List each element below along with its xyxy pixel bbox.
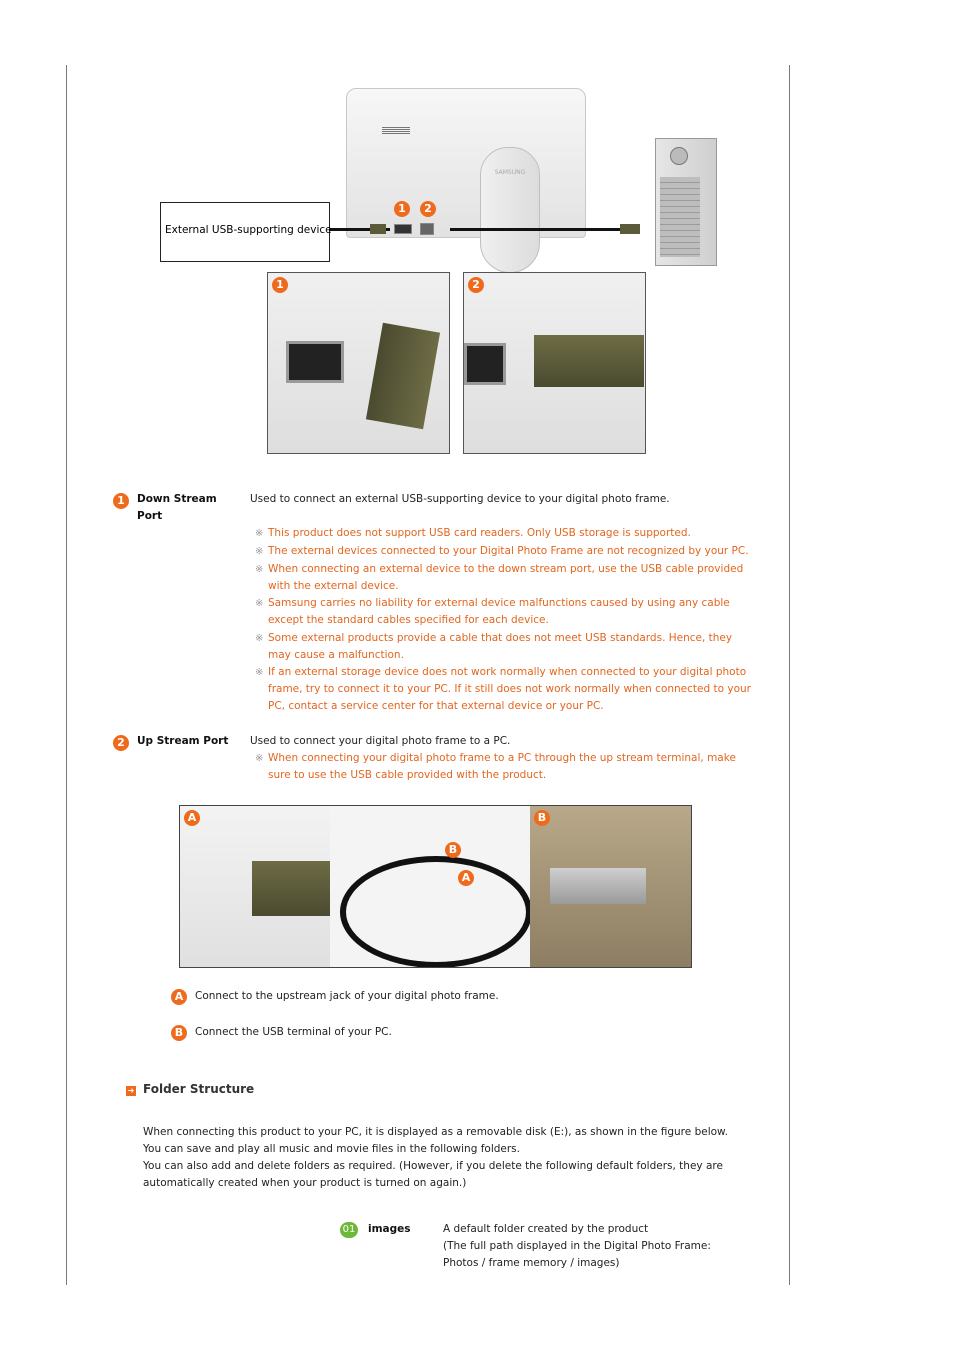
- note-text: Samsung carries no liability for external device malfunctions caused by using any cable except the standard cables specified for each device.: [268, 597, 730, 626]
- note-text: Some external products provide a cable that does not meet USB standards. Hence, they may cause a malfunction.: [268, 632, 733, 661]
- usb-socket-photo-2: [464, 343, 506, 385]
- note-mark: ※: [255, 528, 264, 539]
- folder-name-images: images: [368, 1223, 411, 1235]
- port1-note-3: [255, 561, 753, 595]
- port1-note-6: [255, 664, 758, 715]
- cable-item-b-text: Connect the USB terminal of your PC.: [195, 1026, 392, 1038]
- folder-description-line-1: A default folder created by the product: [443, 1223, 649, 1235]
- usb-a-plug-photo: [550, 868, 646, 904]
- cable-item-a-text: Connect to the upstream jack of your digital photo frame.: [195, 990, 499, 1002]
- port1-name: Down Stream Port: [137, 493, 217, 522]
- cable-item-b-badge: B: [171, 1025, 187, 1041]
- usb-plug-left: [370, 224, 386, 234]
- note-text: When connecting an external device to the down stream port, use the USB cable provided with the external device.: [268, 563, 744, 592]
- note-text: When connecting your digital photo frame to a PC through the up stream terminal, make sure to use the USB cable provided with the product.: [268, 752, 736, 781]
- detail-badge-2: 2: [468, 277, 484, 293]
- right-border: [789, 65, 790, 1285]
- external-device-box: [160, 202, 330, 262]
- detail-badge-1: 1: [272, 277, 288, 293]
- folder-paragraph-3: You can also add and delete folders as required. (However, if you delete the following default folders, they are automatically created when your product is turned on again.): [143, 1160, 723, 1189]
- usb-plug-right: [620, 224, 640, 234]
- photo-frame-back: [346, 88, 586, 238]
- usb-drive-photo: [366, 323, 440, 430]
- folder-badge-01: 01: [340, 1222, 358, 1238]
- usb-socket-photo: [286, 341, 344, 383]
- port-badge-1: 1: [394, 201, 410, 217]
- port1-note-5: [255, 630, 758, 664]
- frame-brand-label: SAMSUNG: [494, 169, 526, 176]
- note-text: If an external storage device does not work normally when connected to your digital photo frame, try to connect it to your PC. If it still does not work normally when connected to your PC, contact a service center for that external device or your PC.: [268, 666, 751, 712]
- usb-port-up: [420, 223, 434, 235]
- cable-item-a-badge: A: [171, 989, 187, 1005]
- frame-stand: [480, 147, 540, 273]
- port-badge-2: 2: [420, 201, 436, 217]
- folder-paragraph-2: You can save and play all music and movie files in the following folders.: [143, 1143, 520, 1155]
- usb-b-plug-photo-a: [252, 861, 330, 916]
- folder-paragraph-1: When connecting this product to your PC, it is displayed as a removable disk (E:), as shown in the figure below.: [143, 1126, 728, 1138]
- photo-badge-a-mid: A: [458, 870, 474, 886]
- port2-name: Up Stream Port: [137, 735, 229, 747]
- note-mark: ※: [255, 598, 264, 609]
- photo-badge-b-mid: B: [445, 842, 461, 858]
- port2-description: Used to connect your digital photo frame to a PC.: [250, 735, 511, 747]
- detail-photo-up-stream: [463, 272, 646, 454]
- note-mark: ※: [255, 633, 264, 644]
- connection-diagram: [150, 85, 730, 455]
- port1-description: Used to connect an external USB-supporting device to your digital photo frame.: [250, 493, 670, 505]
- note-mark: ※: [255, 564, 264, 575]
- port1-note-2: [255, 543, 763, 560]
- usb-port-down: [394, 224, 412, 234]
- cable-photo-a: [180, 806, 330, 967]
- detail-photo-down-stream: [267, 272, 450, 454]
- photo-badge-b: B: [534, 810, 550, 826]
- section-arrow-icon: ➜: [127, 1086, 135, 1095]
- cable-photo-middle: [330, 806, 530, 967]
- cable-photo-b: [530, 806, 691, 967]
- note-mark: ※: [255, 546, 264, 557]
- pc-fan: [670, 147, 688, 165]
- port1-badge: 1: [113, 493, 129, 509]
- note-text: The external devices connected to your Digital Photo Frame are not recognized by your PC.: [268, 545, 749, 557]
- photo-badge-a: A: [184, 810, 200, 826]
- left-border: [66, 65, 67, 1285]
- external-device-label: External USB-supporting device: [165, 224, 332, 236]
- port1-note-4: [255, 595, 753, 629]
- cable-to-pc: [450, 228, 625, 231]
- cable-photo-strip: [179, 805, 692, 968]
- port1-note-1: [255, 525, 763, 542]
- port2-note-1: [255, 750, 758, 784]
- frame-vent: [382, 127, 410, 135]
- folder-structure-title: Folder Structure: [143, 1082, 255, 1096]
- folder-description-line-2: (The full path displayed in the Digital Photo Frame: Photos / frame memory / images): [443, 1240, 711, 1269]
- note-mark: ※: [255, 753, 264, 764]
- note-mark: ※: [255, 667, 264, 678]
- usb-b-plug-photo: [534, 335, 644, 387]
- cable-coil: [340, 856, 532, 968]
- note-text: This product does not support USB card readers. Only USB storage is supported.: [268, 527, 691, 539]
- pc-slots: [660, 177, 700, 257]
- port2-badge: 2: [113, 735, 129, 751]
